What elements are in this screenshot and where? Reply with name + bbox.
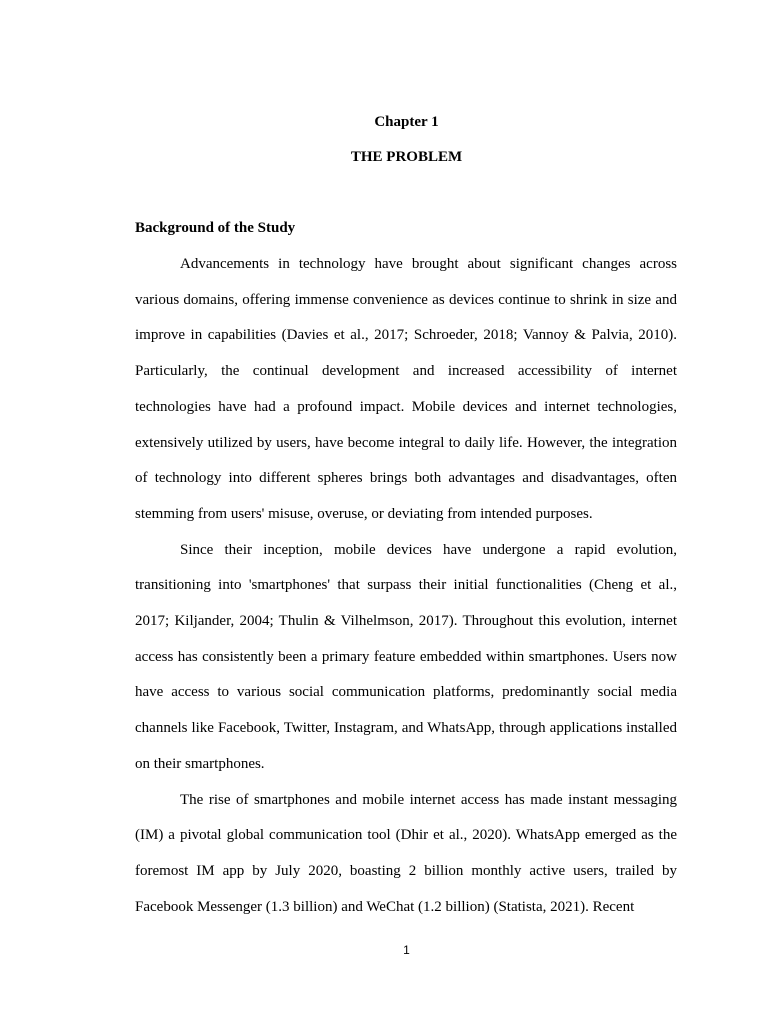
- section-heading: Background of the Study: [135, 220, 296, 236]
- body-text: [135, 247, 677, 925]
- page-number: 1: [403, 943, 410, 957]
- paragraph-3: The rise of smartphones and mobile internet access has made instant messaging (IM) a pivotal global communication tool (Dhir et al., 2020). WhatsApp emerged as the foremost IM app by July 2020, boasting 2 billion monthly active users, trailed by Facebook Messenger (1.3 billion) and WeChat (1.2 billion) (Statista, 2021). Recent: [135, 791, 677, 915]
- chapter-title: THE PROBLEM: [350, 149, 463, 165]
- chapter-label: Chapter 1: [374, 114, 439, 130]
- paragraph-2: Since their inception, mobile devices have undergone a rapid evolution, transitioning into 'smartphones' that surpass their initial functionalities (Cheng et al., 2017; Kiljander, 2004; Thulin & Vilhelmson, 2017). Throughout this evolution, internet access has consistently been a primary feature embedded within smartphones. Users now have access to various social communication platforms, predominantly social media channels like Facebook, Twitter, Instagram, and WhatsApp, through applications installed on their smartphones.: [135, 541, 677, 772]
- paragraph-1: Advancements in technology have brought about significant changes across various domains, offering immense convenience as devices continue to shrink in size and improve in capabilities (Davies et al., 2017; Schroeder, 2018; Vannoy & Palvia, 2010). Particularly, the continual development and increased accessibility of internet technologies have had a profound impact. Mobile devices and internet technologies, extensively utilized by users, have become integral to daily life. However, the integration of technology into different spheres brings both advantages and disadvantages, often stemming from users' misuse, overuse, or deviating from intended purposes.: [135, 256, 677, 522]
